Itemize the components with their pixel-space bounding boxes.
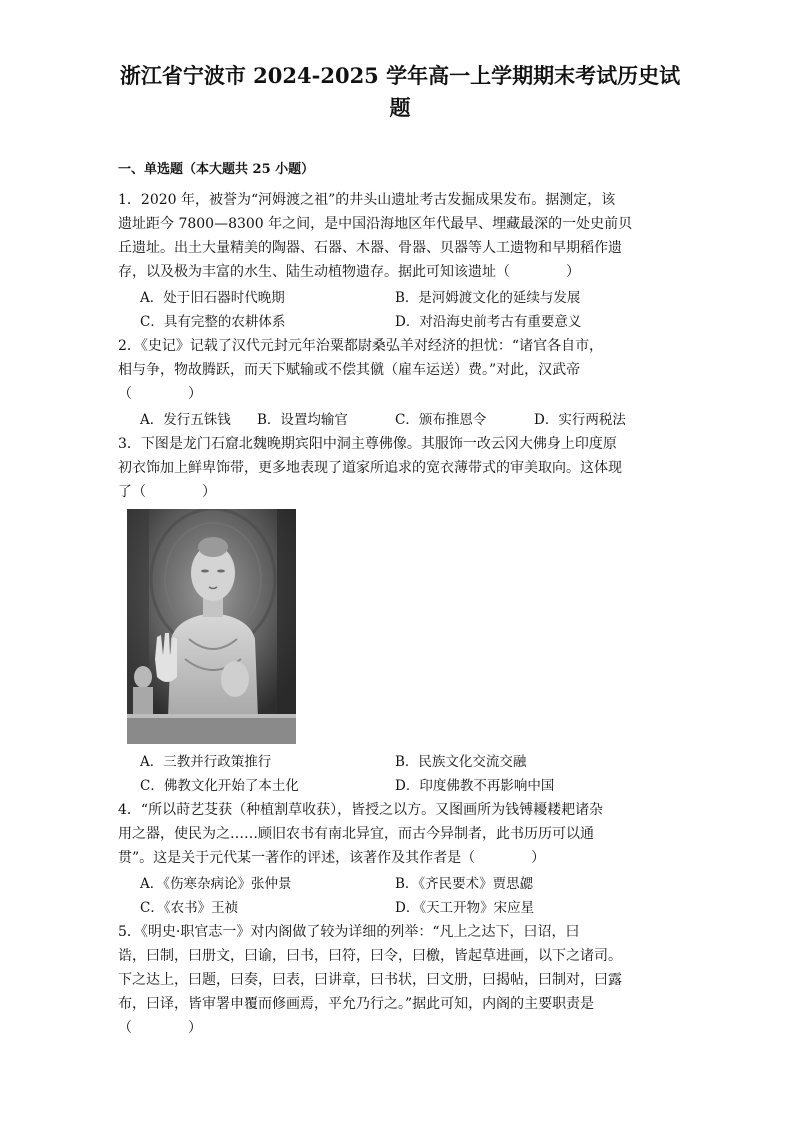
option-a[interactable]: A．发行五铢钱 [140, 412, 231, 428]
question-3-stem [118, 432, 676, 504]
option-c[interactable]: C．佛教文化开始了本土化 [140, 778, 299, 794]
option-b[interactable]: B．民族文化交流交融 [395, 754, 527, 770]
option-a[interactable]: A．处于旧石器时代晚期 [140, 290, 285, 306]
buddha-statue-image [127, 509, 296, 744]
option-d[interactable]: D．印度佛教不再影响中国 [395, 778, 555, 794]
option-d[interactable]: D．对沿海史前考古有重要意义 [395, 314, 582, 330]
question-line: 遗址距今 7800—8300 年之间，是中国沿海地区年代最早、埋藏最深的一处史前贝 [118, 216, 633, 232]
question-line: 3．下图是龙门石窟北魏晚期宾阳中洞主尊佛像。其服饰一改云冈大佛身上印度原 [118, 436, 617, 452]
question-line: 诰，曰制，曰册文，曰谕，曰书，曰符，曰令，曰檄，皆起草进画，以下之诸司。 [118, 948, 622, 964]
question-line: 1．2020 年，被誉为“河姆渡之祖”的井头山遗址考古发掘成果发布。据测定，该 [118, 192, 616, 208]
title-line-1: 浙江省宁波市 2024-2025 学年高一上学期期末考试历史试 [119, 63, 681, 88]
option-b[interactable]: B．是河姆渡文化的延续与发展 [395, 290, 581, 306]
title-line-2: 题 [389, 95, 411, 120]
question-line: 存，以及极为丰富的水生、陆生动植物遗存。据此可知该遗址（ ） [118, 264, 580, 280]
question-line: 了（ ） [118, 484, 216, 500]
option-a[interactable]: A．三教并行政策推行 [140, 754, 272, 770]
option-d[interactable]: D．实行两税法 [534, 412, 626, 428]
option-d[interactable]: D．《天工开物》宋应星 [395, 900, 535, 916]
buddha-statue-photo [127, 509, 296, 744]
question-line: 丘遗址。出土大量精美的陶器、石器、木器、骨器、贝器等人工遗物和早期稻作遗 [118, 240, 622, 256]
question-2-options [140, 408, 680, 432]
question-line: 用之器，使民为之……顾旧农书有南北异宜，而古今异制者，此书历历可以通 [118, 826, 594, 842]
question-line: 布，曰译，皆审署申覆而修画焉，平允乃行之。”据此可知，内阁的主要职责是 [118, 996, 595, 1012]
question-line: （ ） [118, 386, 202, 402]
question-line: 贯”。这是关于元代某一著作的评述，该著作及其作者是（ ） [118, 850, 546, 866]
question-3-options [140, 750, 680, 798]
option-b[interactable]: B．《齐民要术》贾思勰 [395, 876, 534, 892]
question-1-options [140, 286, 680, 334]
question-line: 4．“所以莳艺芟获（种植割草收获），皆授之以方。又图画所为钱镈耰耧耙诸杂 [118, 802, 604, 818]
question-line: 2．《史记》记载了汉代元封元年治粟都尉桑弘羊对经济的担忧：“诸官各自市， [118, 338, 604, 354]
question-line: （ ） [118, 1020, 202, 1036]
option-a[interactable]: A．《伤寒杂病论》张仲景 [140, 876, 292, 892]
question-1-stem [118, 188, 676, 284]
option-c[interactable]: C．具有完整的农耕体系 [140, 314, 286, 330]
question-line: 相与争，物故腾跃，而天下赋输或不偿其僦（雇车运送）费。”对此，汉武帝 [118, 362, 581, 378]
option-b[interactable]: B．设置均输官 [257, 412, 348, 428]
question-line: 下之达上，曰题，曰奏，曰表，曰讲章，曰书状，曰文册，曰揭帖，曰制对，曰露 [118, 972, 622, 988]
option-c[interactable]: C．《农书》王祯 [140, 900, 239, 916]
question-4-options [140, 872, 680, 920]
option-c[interactable]: C．颁布推恩令 [395, 412, 487, 428]
section-heading: 一、单选题（本大题共 25 小题） [118, 162, 315, 177]
question-5-stem [118, 920, 676, 1040]
question-line: 5．《明史·职官志一》对内阁做了较为详细的列举：“凡上之达下，曰诏，曰 [118, 924, 580, 940]
exam-title [100, 60, 700, 124]
question-line: 初衣饰加上鲜卑饰带，更多地表现了道家所追求的宽衣薄带式的审美取向。这体现 [118, 460, 622, 476]
question-4-stem [118, 798, 676, 870]
question-2-stem [118, 334, 676, 406]
